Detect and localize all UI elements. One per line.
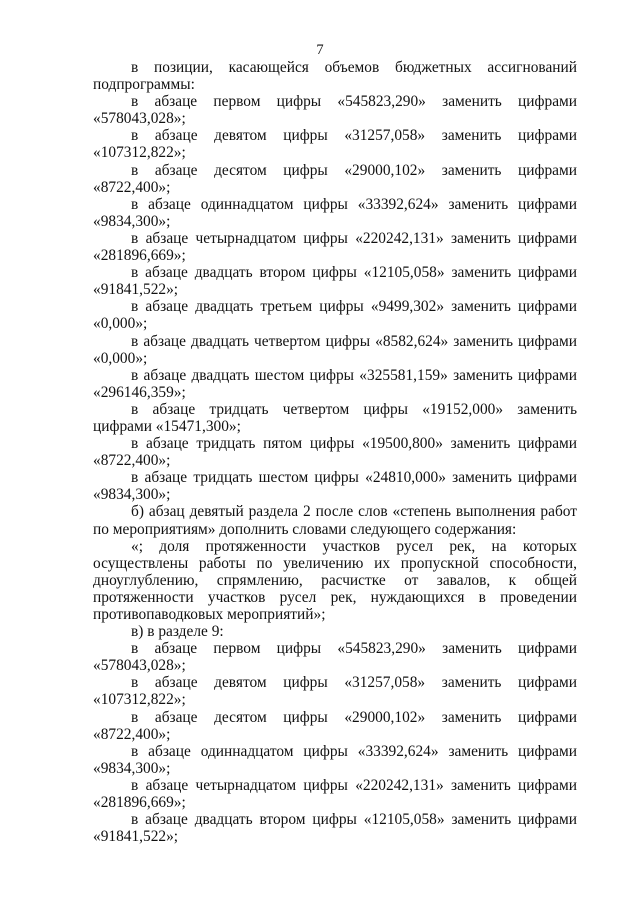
paragraph: в абзаце десятом цифры «29000,102» заменить цифрами «8722,400»; bbox=[93, 708, 577, 743]
page-number: 7 bbox=[316, 42, 324, 58]
paragraph: в абзаце первом цифры «545823,290» заменить цифрами «578043,028»; bbox=[93, 93, 577, 128]
document-body bbox=[93, 59, 577, 845]
paragraph: «; доля протяженности участков русел рек, на которых осуществлены работы по увеличению их пропускной способности, дноуглублению, спрямлению, расчистке от завалов, к общей протяженности участков русел рек, нуждающихся в проведении противопаводковых мероприятий»; bbox=[93, 537, 577, 623]
paragraph: в абзаце двадцать втором цифры «12105,058» заменить цифрами «91841,522»; bbox=[93, 264, 577, 299]
paragraph: в абзаце одиннадцатом цифры «33392,624» заменить цифрами «9834,300»; bbox=[93, 742, 577, 777]
paragraph: в абзаце двадцать третьем цифры «9499,302» заменить цифрами «0,000»; bbox=[93, 298, 577, 333]
paragraph: в) в разделе 9: bbox=[131, 623, 224, 641]
paragraph: в абзаце двадцать втором цифры «12105,058» заменить цифрами «91841,522»; bbox=[93, 811, 577, 846]
paragraph: в абзаце девятом цифры «31257,058» заменить цифрами «107312,822»; bbox=[93, 127, 577, 162]
paragraph: в абзаце десятом цифры «29000,102» заменить цифрами «8722,400»; bbox=[93, 161, 577, 196]
paragraph: в позиции, касающейся объемов бюджетных ассигнований подпрограммы: bbox=[93, 59, 577, 94]
paragraph: в абзаце первом цифры «545823,290» заменить цифрами «578043,028»; bbox=[93, 640, 577, 675]
paragraph: в абзаце четырнадцатом цифры «220242,131» заменить цифрами «281896,669»; bbox=[93, 229, 577, 265]
paragraph: б) абзац девятый раздела 2 после слов «степень выполнения работ по мероприятиям» дополнить словами следующего содержания: bbox=[93, 503, 577, 538]
paragraph: в абзаце тридцать шестом цифры «24810,000» заменить цифрами «9834,300»; bbox=[93, 469, 577, 504]
paragraph: в абзаце девятом цифры «31257,058» заменить цифрами «107312,822»; bbox=[93, 674, 577, 709]
paragraph: в абзаце двадцать шестом цифры «325581,159» заменить цифрами «296146,359»; bbox=[93, 366, 577, 401]
paragraph: в абзаце одиннадцатом цифры «33392,624» заменить цифрами «9834,300»; bbox=[93, 195, 577, 230]
paragraph: в абзаце тридцать четвертом цифры «19152,000» заменить цифрами «15471,300»; bbox=[93, 400, 577, 435]
paragraph: в абзаце тридцать пятом цифры «19500,800» заменить цифрами «8722,400»; bbox=[93, 435, 577, 470]
paragraph: в абзаце четырнадцатом цифры «220242,131» заменить цифрами «281896,669»; bbox=[93, 776, 577, 812]
paragraph: в абзаце двадцать четвертом цифры «8582,624» заменить цифрами «0,000»; bbox=[93, 332, 577, 367]
